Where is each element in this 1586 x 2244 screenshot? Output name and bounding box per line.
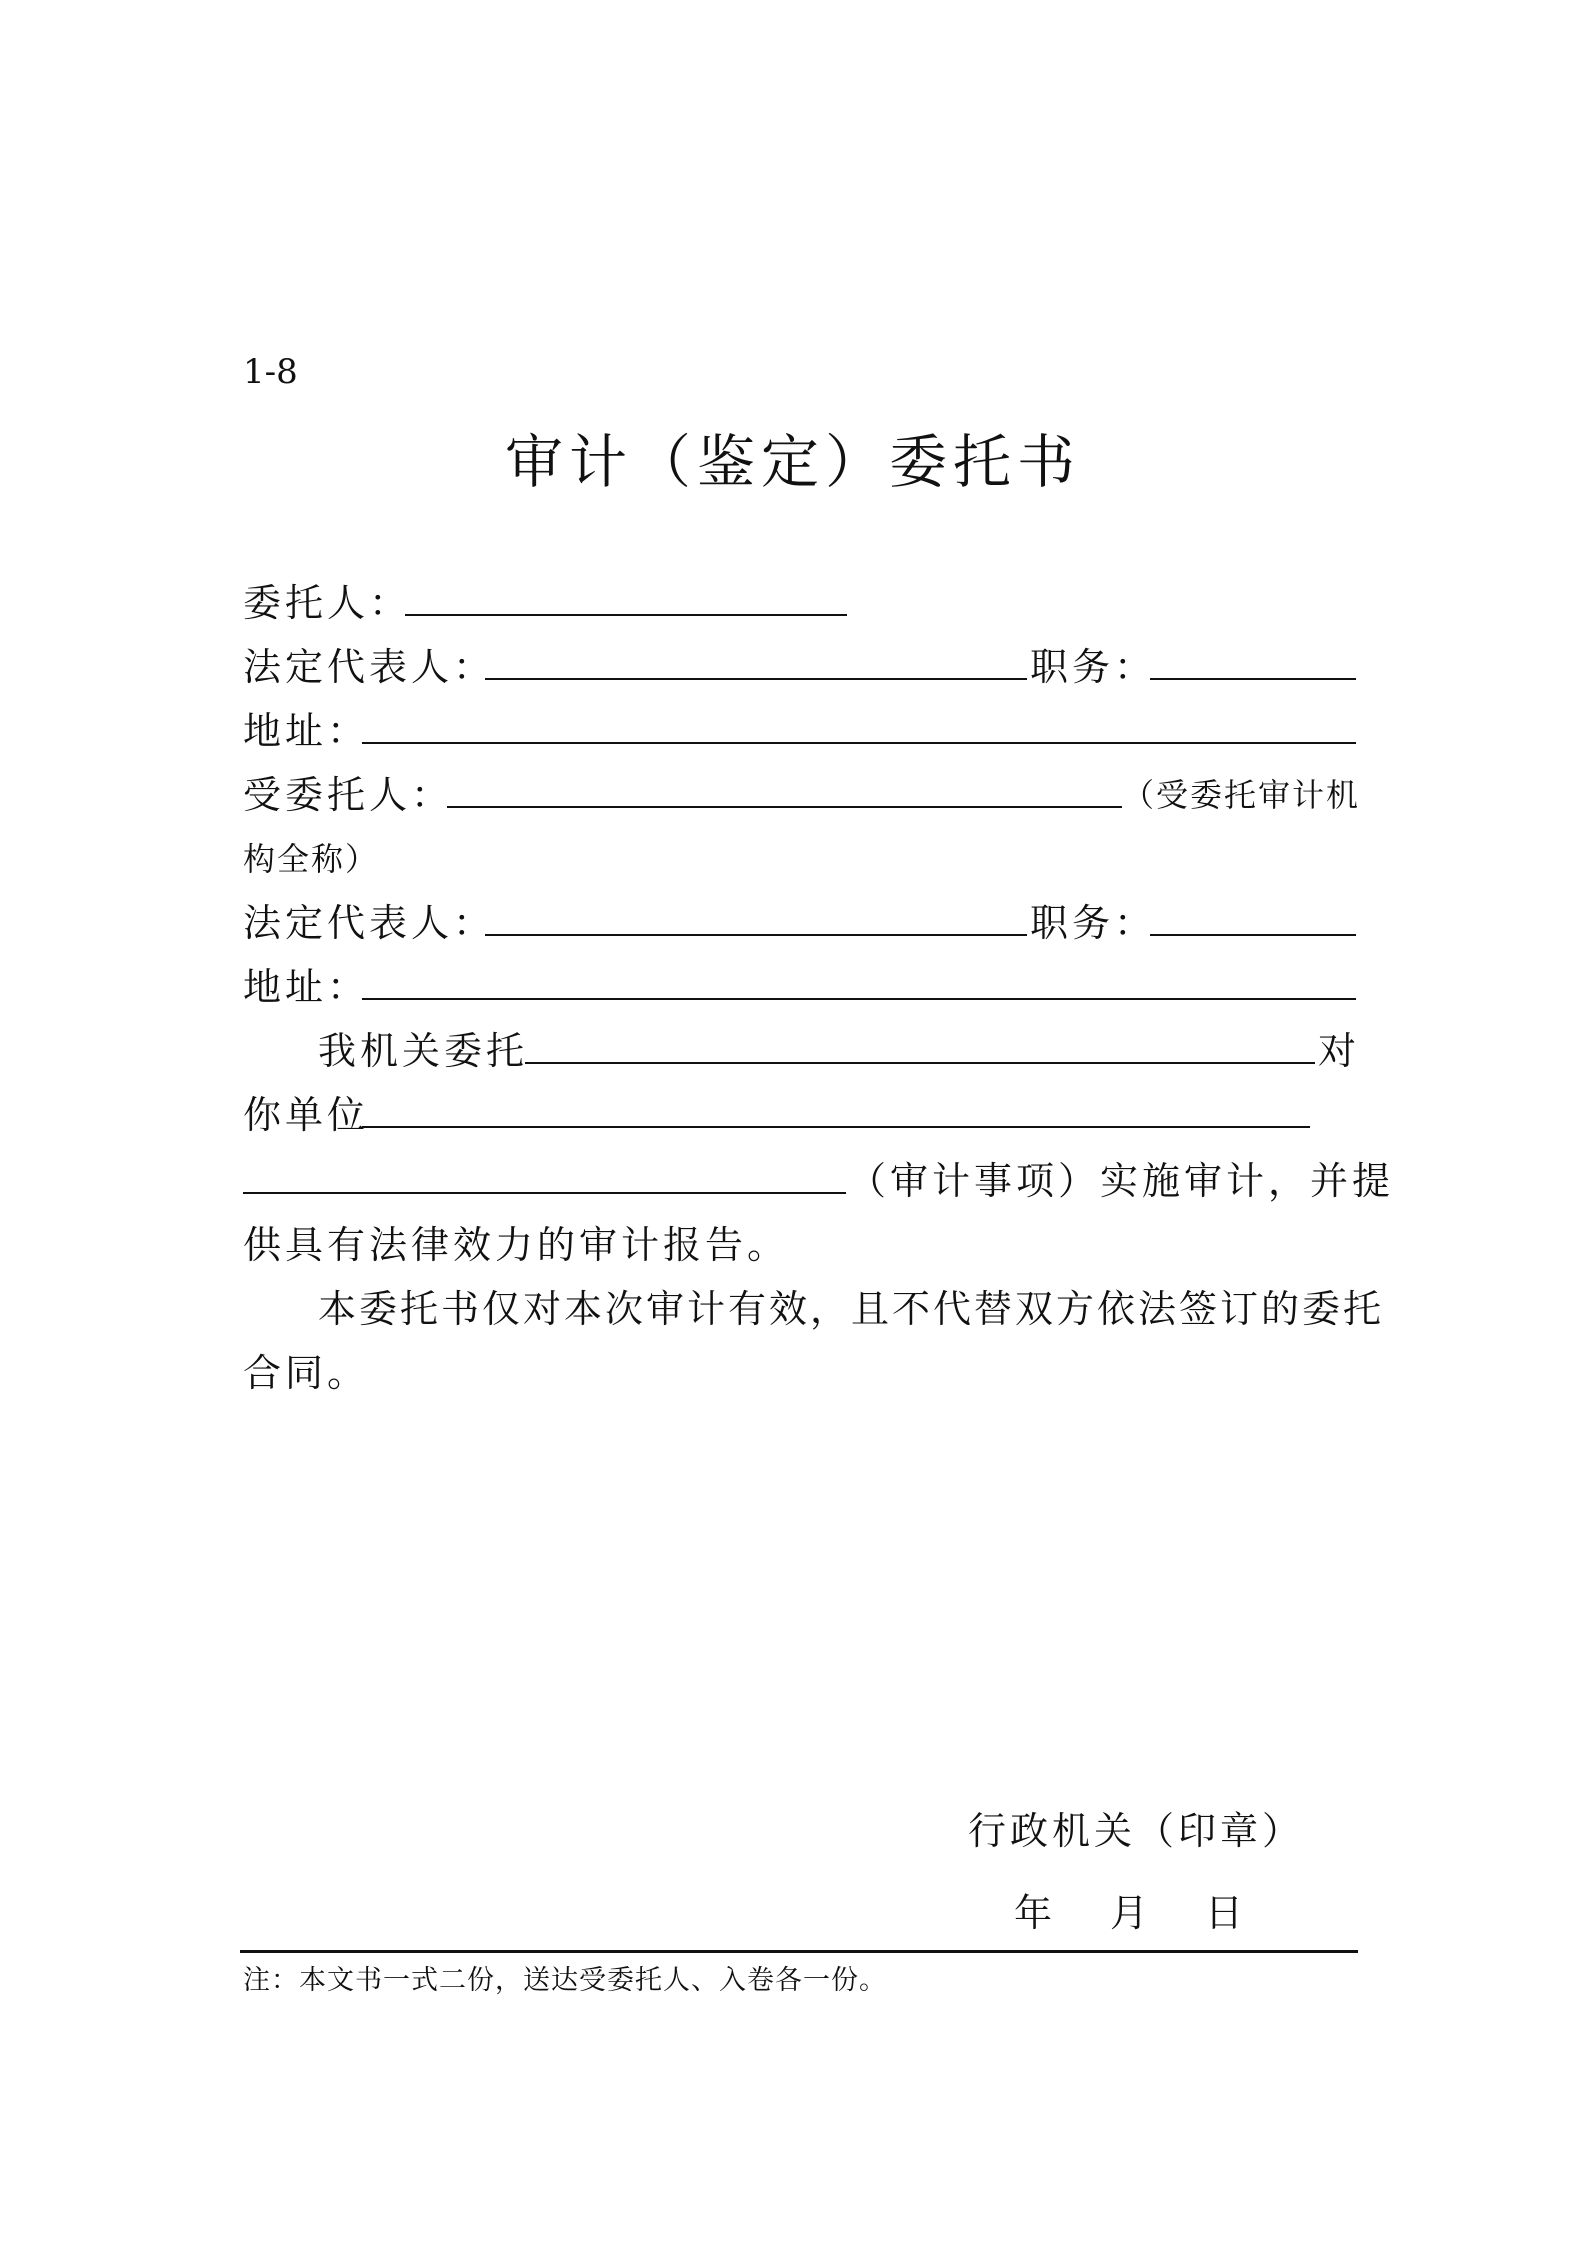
your-unit-field[interactable] (362, 1126, 1310, 1128)
agent-address-label: 地址： (243, 965, 370, 1009)
document-number: 1-8 (243, 352, 298, 392)
principal-label: 委托人： (243, 581, 412, 625)
entrust-dui: 对 (1318, 1029, 1361, 1073)
entrusted-party-field[interactable] (525, 1062, 1315, 1064)
principal-position-label: 职务： (1030, 645, 1157, 689)
agent-hint-cont: 构全称） (243, 840, 380, 878)
authority-seal: 行政机关（印章） (968, 1809, 1305, 1853)
date-year: 年 (1014, 1891, 1057, 1935)
validity-text-cont: 合同。 (243, 1351, 370, 1395)
agent-legal-rep-field[interactable] (485, 934, 1027, 936)
principal-address-field[interactable] (362, 742, 1356, 744)
principal-legal-rep-field[interactable] (485, 678, 1027, 680)
agent-legal-rep-label: 法定代表人： (243, 901, 496, 945)
principal-legal-rep-label: 法定代表人： (243, 645, 496, 689)
audit-matter-text: （审计事项）实施审计，并提 (848, 1159, 1395, 1203)
date-month: 月 (1110, 1891, 1153, 1935)
principal-field[interactable] (405, 614, 847, 616)
agent-position-field[interactable] (1150, 934, 1356, 936)
your-unit-text: 你单位 (243, 1093, 370, 1137)
entrust-text: 我机关委托 (318, 1029, 529, 1073)
page-title: 审计（鉴定）委托书 (504, 428, 1081, 496)
principal-position-field[interactable] (1150, 678, 1356, 680)
agent-field[interactable] (447, 806, 1122, 808)
footer-note: 注：本文书一式二份，送达受委托人、入卷各一份。 (243, 1965, 887, 1996)
agent-label: 受委托人： (243, 773, 454, 817)
agent-position-label: 职务： (1030, 901, 1157, 945)
agent-hint: （受委托审计机 (1122, 776, 1361, 814)
agent-address-field[interactable] (362, 998, 1356, 1000)
principal-address-label: 地址： (243, 709, 370, 753)
footer-divider (240, 1950, 1358, 1953)
report-text: 供具有法律效力的审计报告。 (243, 1223, 790, 1267)
date-day: 日 (1205, 1891, 1248, 1935)
audit-matter-field[interactable] (243, 1192, 846, 1194)
validity-text: 本委托书仅对本次审计有效，且不代替双方依法签订的委托 (318, 1287, 1385, 1331)
